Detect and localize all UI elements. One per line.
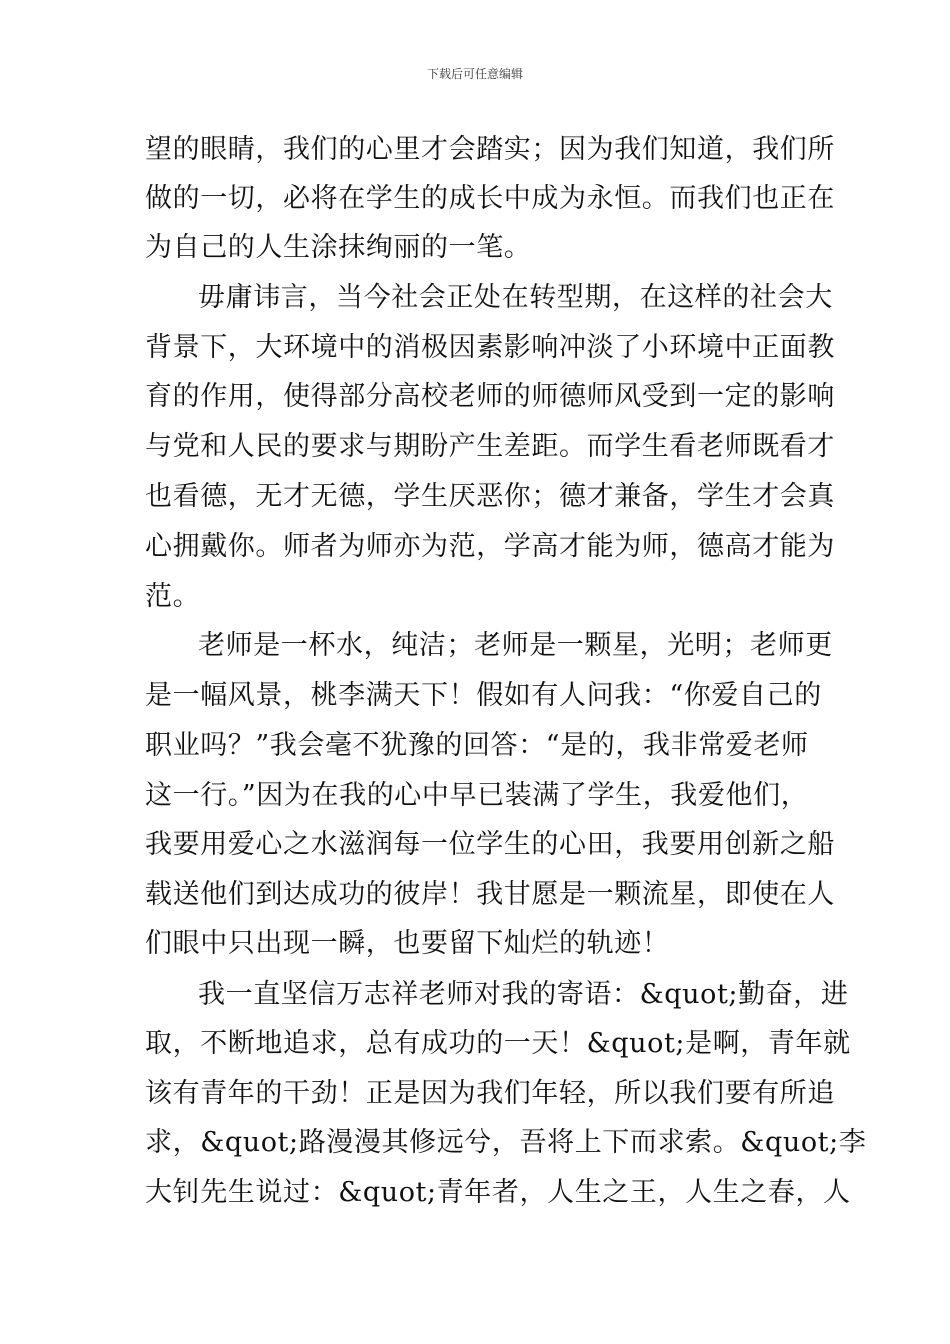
text-line: 范。 (145, 581, 201, 612)
text-line: 也看德，无才无德，学生厌恶你；德才兼备，学生才会真 (145, 481, 835, 512)
text-line: 载送他们到达成功的彼岸！我甘愿是一颗流星，即使在人 (145, 879, 835, 910)
text-line: 育的作用，使得部分高校老师的师德师风受到一定的影响 (145, 381, 835, 412)
text-line: 我要用爱心之水滋润每一位学生的心田，我要用创新之船 (145, 829, 835, 860)
paragraph-first-line: 老师是一杯水，纯洁；老师是一颗星，光明；老师更 (198, 630, 833, 661)
paragraph-first-line: 毋庸讳言，当今社会正处在转型期，在这样的社会大 (198, 282, 833, 313)
text-line: 与党和人民的要求与期盼产生差距。而学生看老师既看才 (145, 431, 835, 462)
text-line: 为自己的人生涂抹绚丽的一笔。 (145, 232, 532, 263)
text-line: 心拥戴你。师者为师亦为范，学高才能为师，德高才能为 (145, 531, 835, 562)
text-line: 做的一切，必将在学生的成长中成为永恒。而我们也正在 (145, 183, 835, 214)
text-line: 望的眼睛，我们的心里才会踏实；因为我们知道，我们所 (145, 134, 835, 165)
text-line: 们眼中只出现一瞬，也要留下灿烂的轨迹！ (145, 928, 670, 959)
page-header: 下载后可任意编辑 (426, 67, 523, 81)
text-line: 该有青年的干劲！正是因为我们年轻，所以我们要有所追 (145, 1078, 835, 1109)
paragraph-first-line: 我一直坚信万志祥老师对我的寄语：&quot;勤奋，进 (198, 979, 849, 1010)
text-line: 这一行。”因为在我的心中早已装满了学生，我爱他们， (145, 780, 809, 811)
text-line: 求，&quot;路漫漫其修远兮，吾将上下而求索。&quot;李 (145, 1127, 867, 1158)
text-line: 是一幅风景，桃李满天下！假如有人问我：“你爱自己的 (145, 680, 822, 711)
text-line: 大钊先生说过：&quot;青年者，人生之王，人生之春，人 (145, 1177, 851, 1208)
text-line: 取，不断地追求，总有成功的一天！&quot;是啊，青年就 (145, 1028, 851, 1059)
text-line: 背景下，大环境中的消极因素影响冲淡了小环境中正面教 (145, 332, 835, 363)
text-line: 职业吗？”我会毫不犹豫的回答：“是的，我非常爱老师 (145, 730, 809, 761)
